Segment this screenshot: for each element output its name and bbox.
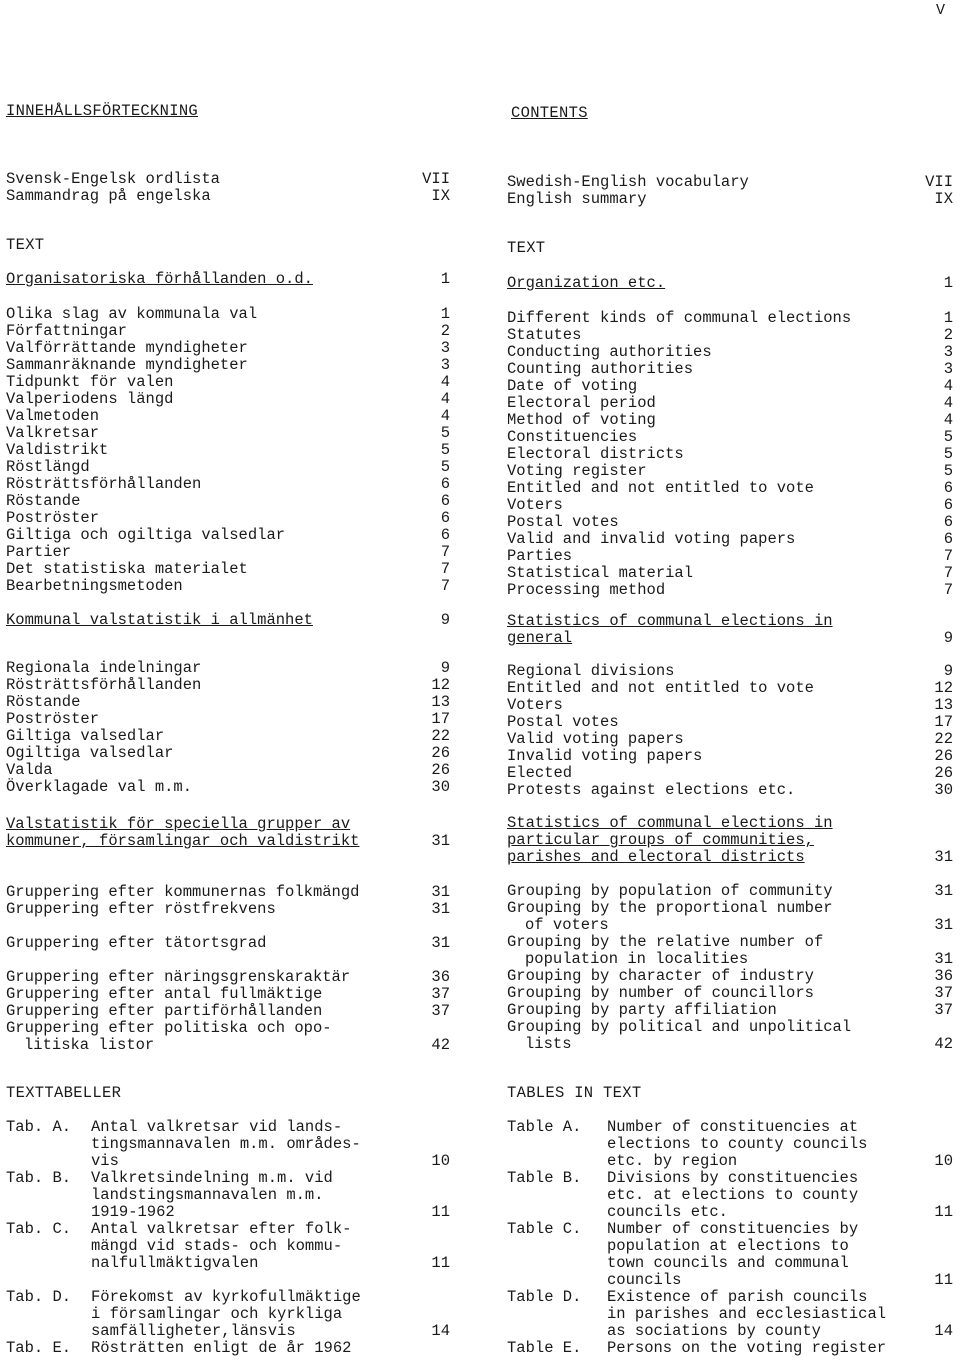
table-key: Tab. D. [6,1288,72,1306]
toc-entry-title: Gruppering efter antal fullmäktige [6,985,323,1003]
toc-entry[interactable] [6,425,450,442]
toc-entry[interactable] [507,697,953,714]
toc-entry-title: Grouping by population of community [507,882,833,900]
toc-entry[interactable] [6,901,450,918]
toc-entry-page: 2 [943,326,953,344]
english-special-heading[interactable] [507,815,953,866]
toc-entry-title: Valperiodens längd [6,390,174,408]
toc-entry-page: 5 [943,462,953,480]
swedish-org-heading [6,271,450,288]
toc-entry[interactable] [6,677,450,694]
toc-entry-title: Svensk-Engelsk ordlista [6,170,220,188]
toc-entry[interactable] [507,395,953,412]
toc-entry[interactable] [507,765,953,782]
toc-entry-title: Entitled and not entitled to vote [507,679,814,697]
toc-entry-title: Valid voting papers [507,730,684,748]
table-desc: Divisions by constituencies etc. at elections to county councils etc. [607,1169,859,1221]
toc-entry[interactable] [507,344,953,361]
toc-entry-page: 14 [431,1322,450,1340]
table-key: Table D. [507,1288,582,1306]
toc-entry[interactable] [6,612,450,629]
toc-entry-page: 6 [943,513,953,531]
swedish-grouping-list [6,884,450,1054]
toc-entry-title: Postal votes [507,513,619,531]
toc-entry[interactable] [6,1037,450,1054]
toc-entry-title: Invalid voting papers [507,747,703,765]
toc-entry[interactable] [507,985,953,1002]
english-general-list [507,663,953,799]
toc-entry[interactable] [6,544,450,561]
toc-entry-title: Conducting authorities [507,343,712,361]
toc-entry-page: 22 [934,730,953,748]
toc-entry-page: IX [934,190,953,208]
toc-entry-page: 3 [943,360,953,378]
toc-entry[interactable] [507,731,953,748]
toc-entry-title: Elected [507,764,573,782]
toc-entry-page: 31 [431,934,450,952]
toc-entry-page: 9 [943,662,953,680]
toc-entry-page: 10 [431,1152,450,1170]
toc-entry-page: 31 [934,950,953,968]
table-key: Table B. [507,1169,582,1187]
toc-entry-title: Giltiga och ogiltiga valsedlar [6,526,286,544]
toc-entry-page: 11 [431,1254,450,1272]
toc-entry[interactable] [6,1003,450,1020]
toc-entry-page: 12 [431,676,450,694]
toc-entry-title: Gruppering efter tätortsgrad [6,934,267,952]
toc-entry-title: Grouping by the proportional number [507,899,833,917]
toc-entry-title: Protests against elections etc. [507,781,796,799]
toc-entry-page: 13 [934,696,953,714]
toc-entry[interactable] [6,271,450,288]
toc-entry[interactable] [507,378,953,395]
heading-line: parishes and electoral districts [507,848,805,866]
toc-entry-page: 3 [440,339,450,357]
table-desc: Rösträtten enligt de år 1962 [91,1339,352,1357]
table-desc: Valkretsindelning m.m. vid landstingsmannavalen m.m. 1919-1962 [91,1169,333,1221]
toc-entry[interactable] [507,582,953,599]
toc-entry[interactable] [507,917,953,934]
toc-entry[interactable] [507,275,953,292]
toc-entry[interactable] [507,463,953,480]
swedish-general-list [6,660,450,796]
toc-entry[interactable] [507,900,953,917]
table-entry[interactable] [507,1221,953,1289]
toc-entry-page: IX [431,187,450,205]
toc-entry-title: Bearbetningsmetoden [6,577,183,595]
toc-entry[interactable] [6,711,450,728]
toc-entry-title: Röstlängd [6,458,90,476]
toc-entry-title: population in localities [525,950,749,968]
toc-entry[interactable] [6,1020,450,1037]
toc-entry-title: lists [525,1035,572,1053]
toc-entry-page: 4 [943,394,953,412]
toc-entry-title: Date of voting [507,377,638,395]
toc-entry[interactable] [6,527,450,544]
toc-entry[interactable] [507,1036,953,1053]
swedish-toc-column [6,0,450,1363]
toc-entry-page: 26 [431,761,450,779]
toc-entry-page: 31 [431,832,450,850]
table-entry[interactable] [6,1289,450,1340]
toc-entry[interactable] [6,510,450,527]
toc-entry-title: Giltiga valsedlar [6,727,165,745]
toc-entry-title: Gruppering efter kommunernas folkmängd [6,883,360,901]
toc-entry-title: Gruppering efter partiförhållanden [6,1002,323,1020]
table-desc: Existence of parish councils in parishes and ecclesiastical as sociations by county [607,1288,887,1340]
toc-entry-page: 6 [440,526,450,544]
toc-entry-title: Valdistrikt [6,441,109,459]
toc-entry-title: Gruppering efter politiska och opo- [6,1019,332,1037]
toc-entry-page: 31 [934,882,953,900]
toc-entry-page: 1 [440,305,450,323]
toc-entry[interactable] [6,323,450,340]
toc-entry-page: 17 [431,710,450,728]
toc-entry-page: 6 [440,475,450,493]
toc-entry-title: Method of voting [507,411,656,429]
table-entry[interactable] [507,1170,953,1221]
toc-entry-page: 26 [431,744,450,762]
toc-entry-title: Det statistiska materialet [6,560,248,578]
table-key: Tab. E. [6,1339,72,1357]
toc-entry[interactable] [6,391,450,408]
toc-entry-page: 37 [431,1002,450,1020]
toc-entry-page: 31 [431,883,450,901]
toc-entry-page: 1 [440,270,450,288]
english-front-matter [507,174,953,208]
toc-entry[interactable] [6,969,450,986]
toc-entry[interactable] [507,782,953,799]
heading-line: Valstatistik för speciella grupper av [6,815,351,833]
heading-line: particular groups of communities, [507,831,814,849]
toc-entry[interactable] [507,934,953,951]
toc-entry-title: Regional divisions [507,662,675,680]
toc-entry[interactable] [507,951,953,968]
heading-line: kommuner, församlingar och valdistrikt [6,832,360,850]
toc-entry-page: 6 [943,530,953,548]
toc-entry-title: Statutes [507,326,582,344]
toc-entry[interactable] [507,310,953,327]
toc-entry-page: 3 [440,356,450,374]
toc-entry[interactable] [507,191,953,208]
toc-entry-title: Valmetoden [6,407,100,425]
toc-entry-page: 30 [934,781,953,799]
toc-entry-title: Organisatoriska förhållanden o.d. [6,270,313,288]
toc-entry-title: Röstande [6,492,81,510]
table-key: Table C. [507,1220,582,1238]
toc-entry[interactable] [6,660,450,677]
toc-entry-page: 7 [943,547,953,565]
toc-entry-page: 31 [934,916,953,934]
english-general-heading[interactable] [507,613,953,647]
table-desc: Persons on the voting register [607,1339,887,1357]
toc-entry-page: 37 [934,1001,953,1019]
toc-entry[interactable] [507,1002,953,1019]
toc-entry[interactable] [507,680,953,697]
toc-entry-title: Voters [507,696,563,714]
toc-entry-page: 9 [943,629,953,647]
english-grouping-list [507,883,953,1053]
toc-entry-title: Poströster [6,710,100,728]
table-key: Tab. C. [6,1220,72,1238]
toc-entry-page: 2 [440,322,450,340]
toc-entry-page: 5 [943,445,953,463]
toc-entry-title: Grouping by the relative number of [507,933,824,951]
toc-entry-page: 11 [431,1203,450,1221]
toc-entry-title: Entitled and not entitled to vote [507,479,814,497]
toc-entry-title: of voters [525,916,609,934]
table-desc: Antal valkretsar efter folk- mängd vid stads- och kommu- nalfullmäktigvalen [91,1220,352,1272]
toc-entry[interactable] [6,340,450,357]
table-key: Tab. A. [6,1118,72,1136]
toc-entry[interactable] [6,884,450,901]
toc-entry-page: 31 [431,900,450,918]
toc-entry-title: Valid and invalid voting papers [507,530,796,548]
swedish-general-heading [6,612,450,629]
swedish-org-list [6,306,450,595]
toc-entry[interactable] [507,446,953,463]
toc-entry-page: 6 [440,509,450,527]
toc-entry-page: 7 [943,564,953,582]
toc-entry-page: 42 [934,1035,953,1053]
toc-entry[interactable] [507,174,953,191]
toc-entry-title: Poströster [6,509,100,527]
toc-entry-page: 5 [440,441,450,459]
toc-entry[interactable] [507,429,953,446]
english-toc-heading: CONTENTS [511,104,588,122]
toc-entry-page: 26 [934,747,953,765]
table-key: Table A. [507,1118,582,1136]
table-key: Table E. [507,1339,582,1357]
toc-entry-title: Electoral districts [507,445,684,463]
toc-entry-page: 6 [440,492,450,510]
toc-entry-title: Röstande [6,693,81,711]
toc-entry-title: Processing method [507,581,666,599]
toc-entry-page: 26 [934,764,953,782]
english-toc-column [507,0,953,1363]
toc-entry-title: Swedish-English vocabulary [507,173,749,191]
toc-entry[interactable] [507,327,953,344]
toc-entry-title: Voters [507,496,563,514]
toc-entry-page: 7 [440,543,450,561]
toc-entry-page: 4 [943,377,953,395]
toc-entry[interactable] [507,663,953,680]
toc-entry[interactable] [507,514,953,531]
heading-line: Statistics of communal elections in [507,612,833,630]
swedish-special-heading[interactable] [6,816,450,850]
toc-entry[interactable] [507,480,953,497]
table-entry[interactable] [507,1119,953,1170]
toc-entry-title: Valförrättande myndigheter [6,339,248,357]
toc-entry-title: Valkretsar [6,424,100,442]
toc-entry[interactable] [6,306,450,323]
toc-entry-title: Gruppering efter röstfrekvens [6,900,276,918]
table-desc: Number of constituencies by population at elections to town councils and communal councils [607,1220,859,1289]
toc-entry-page: 10 [934,1152,953,1170]
toc-entry[interactable] [6,357,450,374]
toc-entry-page: 6 [943,479,953,497]
heading-line: general [507,629,573,647]
toc-entry-title: Statistical material [507,564,694,582]
heading-line: Statistics of communal elections in [507,814,833,832]
toc-entry[interactable] [507,1019,953,1036]
toc-entry[interactable] [507,412,953,429]
english-tables-heading: TABLES IN TEXT [507,1084,642,1102]
table-entry[interactable] [507,1289,953,1340]
toc-entry[interactable] [507,565,953,582]
toc-entry-page: 5 [440,424,450,442]
swedish-toc-heading: INNEHÅLLSFÖRTECKNING [6,102,199,120]
toc-entry[interactable] [6,188,450,205]
table-entry[interactable] [6,1170,450,1221]
toc-entry-title: Gruppering efter näringsgrenskaraktär [6,968,351,986]
toc-entry-page: VII [925,173,953,191]
table-entry[interactable] [6,1340,450,1357]
toc-entry[interactable] [507,748,953,765]
toc-entry-page: 17 [934,713,953,731]
toc-entry-title: Electoral period [507,394,656,412]
toc-entry-title: Rösträttsförhållanden [6,676,202,694]
toc-entry-title: Postal votes [507,713,619,731]
toc-entry-title: Partier [6,543,72,561]
toc-entry-page: 4 [440,390,450,408]
toc-entry-title: Parties [507,547,573,565]
toc-entry-title: Organization etc. [507,274,666,292]
toc-entry[interactable] [6,171,450,188]
swedish-front-matter [6,171,450,205]
toc-entry-page: 13 [431,693,450,711]
toc-entry[interactable] [6,561,450,578]
toc-entry-title: English summary [507,190,647,208]
toc-entry[interactable] [6,578,450,595]
table-desc: Förekomst av kyrkofullmäktige i församlingar och kyrkliga samfälligheter,länsvis [91,1288,361,1340]
toc-entry[interactable] [6,935,450,952]
toc-entry-page: 4 [943,411,953,429]
toc-entry-page: 5 [440,458,450,476]
table-key: Tab. B. [6,1169,72,1187]
toc-entry-page: 7 [943,581,953,599]
toc-entry-page: 1 [943,309,953,327]
toc-entry[interactable] [6,745,450,762]
table-entry[interactable] [507,1340,953,1357]
toc-entry-page: 7 [440,560,450,578]
toc-entry[interactable] [6,374,450,391]
toc-entry-page: 4 [440,373,450,391]
toc-entry-title: Constituencies [507,428,638,446]
toc-entry-title: Ogiltiga valsedlar [6,744,174,762]
toc-entry-title: Grouping by number of councillors [507,984,814,1002]
english-org-heading [507,275,953,292]
toc-entry[interactable] [507,714,953,731]
toc-entry[interactable] [6,459,450,476]
toc-entry[interactable] [6,779,450,796]
toc-entry-title: Kommunal valstatistik i allmänhet [6,611,313,629]
toc-entry[interactable] [507,548,953,565]
toc-entry[interactable] [507,883,953,900]
table-entry[interactable] [6,1119,450,1170]
toc-entry-page: 37 [934,984,953,1002]
toc-entry-page: 9 [440,611,450,629]
toc-entry-page: 36 [431,968,450,986]
toc-entry[interactable] [6,442,450,459]
swedish-tables-heading: TEXTTABELLER [6,1084,122,1102]
toc-entry-title: Grouping by character of industry [507,967,814,985]
toc-entry-page: 22 [431,727,450,745]
toc-entry-page: 14 [934,1322,953,1340]
toc-entry-page: 3 [943,343,953,361]
toc-entry-title: Rösträttsförhållanden [6,475,202,493]
table-desc: Antal valkretsar vid lands- tingsmannavalen m.m. områdes- vis [91,1118,361,1170]
toc-entry-page: 31 [934,848,953,866]
toc-entry-title: Sammandrag på engelska [6,187,211,205]
toc-entry-title: Different kinds of communal elections [507,309,852,327]
toc-entry[interactable] [6,694,450,711]
toc-entry-page: VII [422,170,450,188]
toc-entry-title: Olika slag av kommunala val [6,305,258,323]
toc-entry-page: 7 [440,577,450,595]
toc-entry-page: 11 [934,1203,953,1221]
toc-entry-page: 37 [431,985,450,1003]
page-number: V [936,2,946,19]
toc-entry[interactable] [507,361,953,378]
english-text-label: TEXT [507,239,546,257]
toc-entry-title: Valda [6,761,53,779]
toc-entry-title: litiska listor [24,1036,155,1054]
toc-entry-title: Tidpunkt för valen [6,373,174,391]
toc-entry[interactable] [6,986,450,1003]
toc-entry[interactable] [507,497,953,514]
toc-entry-title: Överklagade val m.m. [6,778,193,796]
toc-entry-title: Counting authorities [507,360,694,378]
toc-entry-page: 42 [431,1036,450,1054]
toc-entry-page: 4 [440,407,450,425]
toc-entry-title: Författningar [6,322,127,340]
toc-entry-title: Sammanräknande myndigheter [6,356,248,374]
toc-entry-page: 1 [943,274,953,292]
toc-entry[interactable] [507,531,953,548]
toc-entry[interactable] [6,408,450,425]
toc-entry-page: 12 [934,679,953,697]
table-desc: Number of constituencies at elections to county councils etc. by region [607,1118,868,1170]
english-org-list [507,310,953,599]
toc-entry[interactable] [6,476,450,493]
toc-entry[interactable] [6,493,450,510]
toc-entry[interactable] [6,728,450,745]
toc-entry-page: 9 [440,659,450,677]
toc-entry-page: 6 [943,496,953,514]
table-entry[interactable] [6,1221,450,1272]
swedish-text-label: TEXT [6,236,45,254]
toc-entry-title: Regionala indelningar [6,659,202,677]
toc-entry[interactable] [6,762,450,779]
toc-entry-title: Voting register [507,462,647,480]
toc-entry-page: 36 [934,967,953,985]
toc-entry-title: Grouping by political and unpolitical [507,1018,852,1036]
toc-entry-page: 5 [943,428,953,446]
toc-entry-page: 30 [431,778,450,796]
toc-entry-title: Grouping by party affiliation [507,1001,777,1019]
toc-entry[interactable] [507,968,953,985]
toc-entry-page: 11 [934,1271,953,1289]
